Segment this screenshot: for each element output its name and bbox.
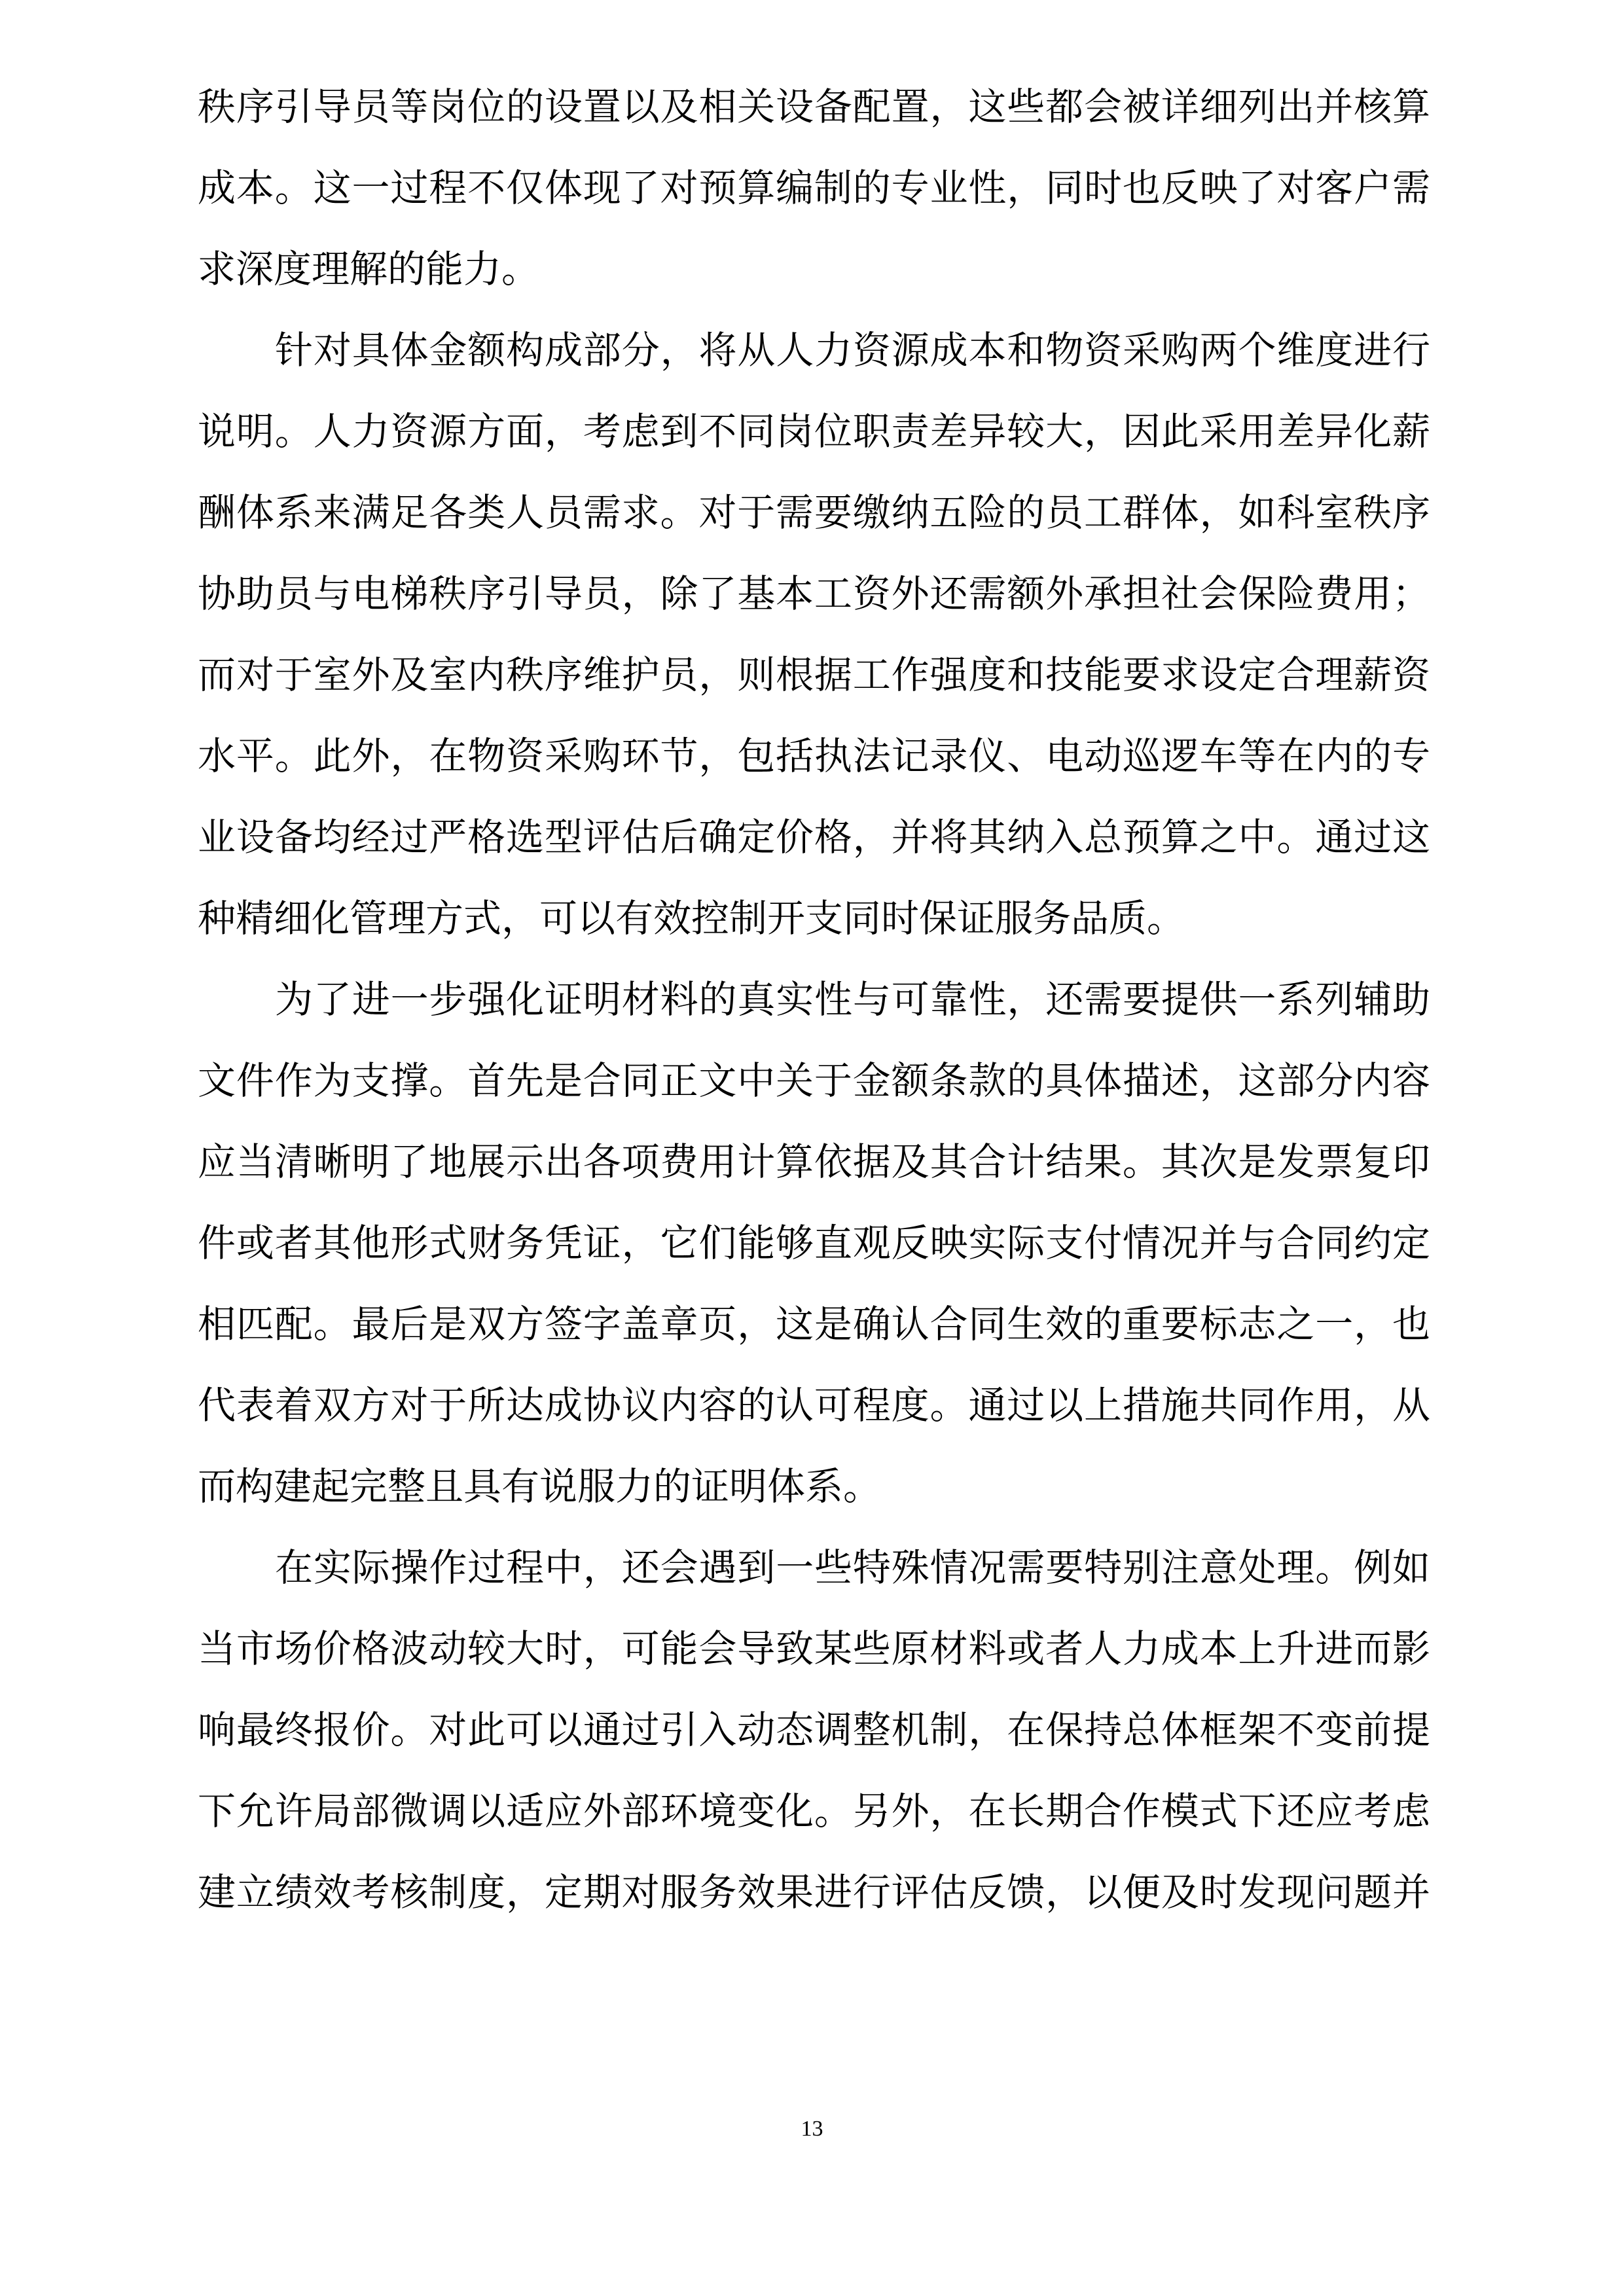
paragraph xyxy=(198,310,1430,959)
text-line: 成本。这一过程不仅体现了对预算编制的专业性，同时也反映了对客户需 xyxy=(198,166,1430,210)
paragraph xyxy=(198,66,1430,310)
text-line: 水平。此外，在物资采购环节，包括执法记录仪、电动巡逻车等在内的专 xyxy=(198,734,1430,778)
text-line: 当市场价格波动较大时，可能会导致某些原材料或者人力成本上升进而影 xyxy=(198,1626,1430,1671)
paragraph xyxy=(198,1527,1430,1933)
text-line: 应当清晰明了地展示出各项费用计算依据及其合计结果。其次是发票复印 xyxy=(198,1139,1430,1184)
text-line: 求深度理解的能力。 xyxy=(198,247,540,291)
text-line: 件或者其他形式财务凭证，它们能够直观反映实际支付情况并与合同约定 xyxy=(198,1221,1430,1265)
text-line: 种精细化管理方式，可以有效控制开支同时保证服务品质。 xyxy=(198,896,1185,941)
page-body xyxy=(198,66,1430,1933)
text-line: 建立绩效考核制度，定期对服务效果进行评估反馈，以便及时发现问题并 xyxy=(198,1870,1430,1914)
paragraph xyxy=(198,959,1430,1527)
text-line: 而对于室外及室内秩序维护员，则根据工作强度和技能要求设定合理薪资 xyxy=(198,653,1430,697)
text-line: 秩序引导员等岗位的设置以及相关设备配置，这些都会被详细列出并核算 xyxy=(198,84,1430,129)
text-line: 下允许局部微调以适应外部环境变化。另外，在长期合作模式下还应考虑 xyxy=(198,1789,1430,1833)
text-line: 酬体系来满足各类人员需求。对于需要缴纳五险的员工群体，如科室秩序 xyxy=(198,490,1430,535)
text-line: 业设备均经过严格选型评估后确定价格，并将其纳入总预算之中。通过这 xyxy=(198,815,1430,859)
text-line: 文件作为支撑。首先是合同正文中关于金额条款的具体描述，这部分内容 xyxy=(198,1058,1430,1103)
text-line: 说明。人力资源方面，考虑到不同岗位职责差异较大，因此采用差异化薪 xyxy=(198,409,1430,454)
text-line: 代表着双方对于所达成协议内容的认可程度。通过以上措施共同作用，从 xyxy=(198,1383,1430,1427)
text-line: 为了进一步强化证明材料的真实性与可靠性，还需要提供一系列辅助 xyxy=(275,977,1430,1022)
text-line: 响最终报价。对此可以通过引入动态调整机制，在保持总体框架不变前提 xyxy=(198,1708,1430,1752)
text-line: 针对具体金额构成部分，将从人力资源成本和物资采购两个维度进行 xyxy=(275,328,1430,372)
text-line: 而构建起完整且具有说服力的证明体系。 xyxy=(198,1464,882,1509)
text-line: 协助员与电梯秩序引导员，除了基本工资外还需额外承担社会保险费用； xyxy=(198,571,1430,616)
page-number: 13 xyxy=(801,2117,823,2141)
text-line: 在实际操作过程中，还会遇到一些特殊情况需要特别注意处理。例如 xyxy=(275,1545,1430,1590)
text-line: 相匹配。最后是双方签字盖章页，这是确认合同生效的重要标志之一，也 xyxy=(198,1302,1430,1346)
